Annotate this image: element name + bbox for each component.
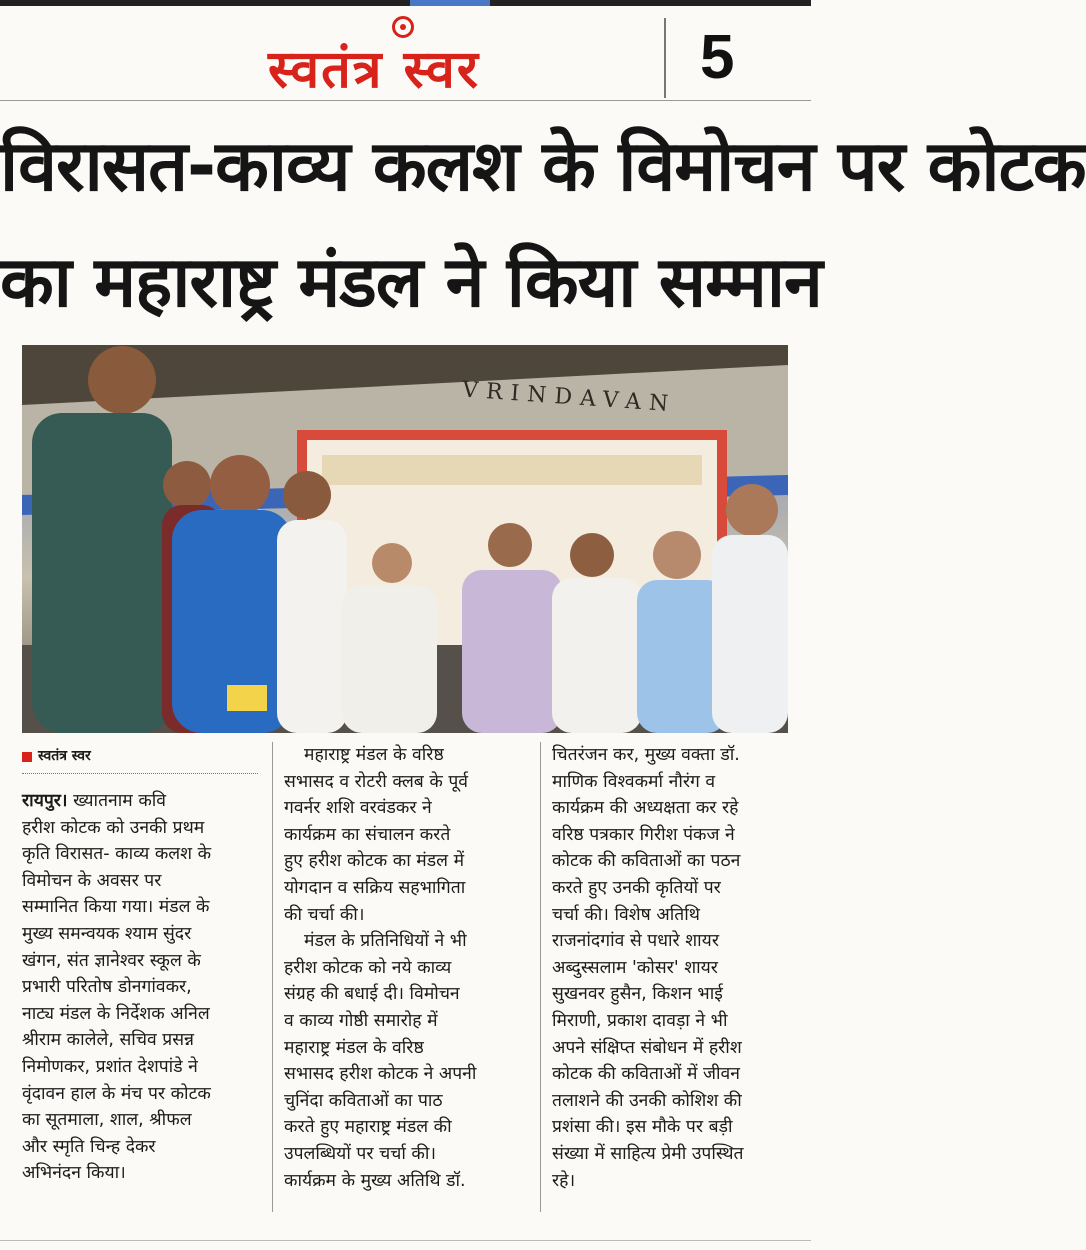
article-column-3: [552, 742, 788, 1194]
text-line: राजनांदगांव से पधारे शायर: [552, 931, 719, 952]
text-line: महाराष्ट्र मंडल के वरिष्ठ: [284, 1037, 424, 1058]
backdrop-sign: VRINDAVAN: [461, 377, 677, 418]
text-line: प्रशंसा की। इस मौके पर बड़ी: [552, 1117, 733, 1138]
text-line: गवर्नर शशि वरवंडकर ने: [284, 798, 432, 819]
text-line: करते हुए उनकी कृतियों पर: [552, 877, 721, 898]
text-line: [22, 788, 258, 815]
text-line: श्रीराम कालेले, सचिव प्रसन्न: [22, 1030, 194, 1051]
text-line: कार्यक्रम का संचालन करते: [284, 824, 451, 845]
text-line: सुखनवर हुसैन, किशन भाई: [552, 984, 723, 1005]
text-line: रहे।: [552, 1170, 576, 1191]
paragraph-col1: [22, 788, 258, 1187]
top-color-strip: [410, 0, 490, 6]
text-line: संख्या में साहित्य प्रेमी उपस्थित: [552, 1143, 744, 1164]
text-line: हुए हरीश कोटक का मंडल में: [284, 851, 465, 872]
text-line: वरिष्ठ पत्रकार गिरीश पंकज ने: [552, 824, 735, 845]
text-line: विमोचन के अवसर पर: [22, 870, 162, 891]
text-line: माणिक विश्वकर्मा नौरंग व: [552, 771, 716, 792]
masthead-divider: [664, 18, 666, 98]
paper-name: स्वतंत्र स्वर: [268, 40, 480, 100]
text-line: चर्चा की। विशेष अतिथि: [552, 904, 700, 925]
text-line: हरीश कोटक को उनकी प्रथम: [22, 817, 205, 838]
headline: [0, 108, 1086, 340]
text-line: और स्मृति चिन्ह देकर: [22, 1136, 156, 1157]
paragraph-col3: [552, 742, 788, 1194]
text-line: सभासद व रोटरी क्लब के पूर्व: [284, 771, 469, 792]
column-separator: [540, 742, 541, 1212]
page-number: 5: [700, 23, 735, 92]
byline-text: स्वतंत्र स्वर: [38, 748, 91, 765]
text-line: महाराष्ट्र मंडल के वरिष्ठ: [304, 745, 444, 765]
text-line: अभिनंदन किया।: [22, 1163, 126, 1184]
byline: [22, 748, 258, 774]
headline-line-2: का महाराष्ट्र मंडल ने किया सम्मान: [0, 241, 822, 323]
masthead: [0, 8, 811, 100]
text-line: अब्दुस्सलाम 'कोसर' शायर: [552, 957, 718, 978]
text-line: तलाशने की उनकी कोशिश की: [552, 1090, 742, 1111]
text-line: कार्यक्रम के मुख्य अतिथि डॉ.: [284, 1170, 466, 1191]
text-line: कोटक की कविताओं का पठन: [552, 851, 741, 872]
top-rule: [0, 0, 811, 6]
text-line: योगदान व सक्रिय सहभागिता: [284, 877, 466, 898]
text-line: हरीश कोटक को नये काव्य: [284, 957, 452, 978]
text-line: उपलब्धियों पर चर्चा की।: [284, 1143, 437, 1164]
text-line: का सूतमाला, शाल, श्रीफल: [22, 1110, 192, 1131]
byline-square-icon: [22, 752, 32, 762]
text-line: प्रभारी परितोष डोनगांवकर,: [22, 977, 192, 998]
headline-line-1: विरासत-काव्य कलश के विमोचन पर कोटक: [0, 125, 1086, 207]
dateline: रायपुर।: [22, 791, 68, 811]
masthead-rule: [0, 100, 811, 101]
text-line-fragment: ख्यातनाम कवि: [73, 791, 167, 811]
text-line: निमोणकर, प्रशांत देशपांडे ने: [22, 1056, 198, 1077]
text-line: नाट्य मंडल के निर्देशक अनिल: [22, 1003, 210, 1024]
text-line: कार्यक्रम की अध्यक्षता कर रहे: [552, 798, 739, 819]
text-line: अपने संक्षिप्त संबोधन में हरीश: [552, 1037, 742, 1058]
text-line: की चर्चा की।: [284, 904, 365, 925]
text-line: सभासद हरीश कोटक ने अपनी: [284, 1064, 477, 1085]
text-line: चितरंजन कर, मुख्य वक्ता डॉ.: [552, 745, 740, 765]
text-line: करते हुए महाराष्ट्र मंडल की: [284, 1117, 452, 1138]
article-column-1: [22, 748, 258, 1187]
article-column-2: [284, 742, 524, 1194]
text-line: चुनिंदा कविताओं का पाठ: [284, 1090, 443, 1111]
text-line: कोटक की कविताओं में जीवन: [552, 1064, 740, 1085]
text-line: संग्रह की बधाई दी। विमोचन: [284, 984, 460, 1005]
text-line: मंडल के प्रतिनिधियों ने भी: [304, 931, 467, 952]
text-line: मुख्य समन्वयक श्याम सुंदर: [22, 923, 192, 944]
text-line: सम्मानित किया गया। मंडल के: [22, 897, 210, 918]
banner-text-band: [322, 455, 702, 485]
text-line: वृंदावन हाल के मंच पर कोटक: [22, 1083, 211, 1104]
book-cover: [227, 685, 267, 711]
text-line: खंगन, संत ज्ञानेश्वर स्कूल के: [22, 950, 201, 971]
event-photo: [22, 345, 788, 733]
paragraph-col2: [284, 742, 524, 1194]
text-line: कृति विरासत- काव्य कलश के: [22, 844, 212, 865]
column-separator: [272, 742, 273, 1212]
text-line: व काव्य गोष्ठी समारोह में: [284, 1010, 438, 1031]
text-line: मिराणी, प्रकाश दावड़ा ने भी: [552, 1010, 728, 1031]
bottom-rule: [0, 1240, 811, 1241]
article-body: [22, 745, 788, 1223]
